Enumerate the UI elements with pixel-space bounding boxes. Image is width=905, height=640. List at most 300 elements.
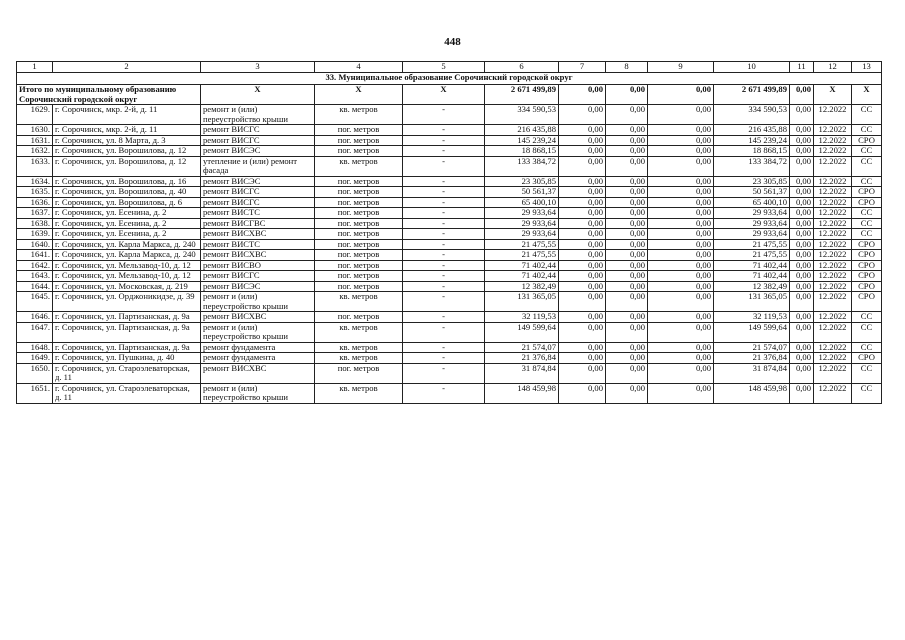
table-cell: СС [852,105,882,125]
table-cell: 12.2022 [814,322,852,342]
table-cell: ремонт фундамента [201,342,315,353]
table-cell: кв. метров [315,105,403,125]
table-cell: - [403,197,485,208]
table-cell: СРО [852,281,882,292]
table-cell: 0,00 [606,322,648,342]
table-cell: 0,00 [790,312,814,323]
table-row [17,353,882,364]
table-cell: 0,00 [559,312,606,323]
table-cell: ремонт ВИСТС [201,239,315,250]
table-row [17,176,882,187]
table-cell: СС [852,229,882,240]
table-cell: г. Сорочинск, ул. Партизанская, д. 9а [53,342,201,353]
table-cell: 0,00 [559,383,606,403]
table-cell: 29 933,64 [714,218,790,229]
table-cell: - [403,363,485,383]
table-cell: 0,00 [790,229,814,240]
table-cell: 0,00 [648,312,714,323]
table-cell: 71 402,44 [714,271,790,282]
table-row [17,229,882,240]
table-cell: СС [852,312,882,323]
table-cell: 0,00 [559,187,606,198]
table-cell: 0,00 [606,125,648,136]
table-cell: г. Сорочинск, ул. Ворошилова, д. 6 [53,197,201,208]
table-cell: ремонт ВИСХВС [201,229,315,240]
table-cell: 0,00 [648,105,714,125]
column-number-header: 4 [315,62,403,73]
table-row [17,383,882,403]
table-cell: ремонт ВИСТС [201,208,315,219]
table-cell: 29 933,64 [485,229,559,240]
table-cell: г. Сорочинск, ул. Мельзавод-10, д. 12 [53,260,201,271]
table-cell: 1648. [17,342,53,353]
table-cell: 31 874,84 [714,363,790,383]
table-cell: 0,00 [790,197,814,208]
column-number-header: 13 [852,62,882,73]
table-cell: - [403,105,485,125]
total-cell: 0,00 [648,85,714,105]
table-cell: 29 933,64 [714,229,790,240]
table-cell: СС [852,342,882,353]
table-cell: 1634. [17,176,53,187]
table-cell: 0,00 [648,281,714,292]
table-cell: кв. метров [315,383,403,403]
table-cell: пог. метров [315,176,403,187]
table-cell: 0,00 [648,146,714,157]
table-cell: 0,00 [790,383,814,403]
table-cell: 50 561,37 [485,187,559,198]
table-cell: 0,00 [559,218,606,229]
table-cell: 12.2022 [814,229,852,240]
table-cell: 0,00 [606,105,648,125]
table-cell: 1650. [17,363,53,383]
table-cell: пог. метров [315,187,403,198]
table-cell: кв. метров [315,322,403,342]
table-cell: 0,00 [606,229,648,240]
column-number-header: 10 [714,62,790,73]
table-cell: 23 305,85 [485,176,559,187]
table-cell: 12.2022 [814,271,852,282]
table-cell: 1641. [17,250,53,261]
table-cell: г. Сорочинск, ул. Есенина, д. 2 [53,218,201,229]
table-cell: пог. метров [315,363,403,383]
table-cell: пог. метров [315,218,403,229]
table-row [17,208,882,219]
table-cell: 0,00 [790,105,814,125]
table-cell: 0,00 [559,176,606,187]
table-cell: ремонт ВИСГВС [201,218,315,229]
table-cell: 12.2022 [814,383,852,403]
table-cell: СРО [852,292,882,312]
table-cell: г. Сорочинск, ул. Мельзавод-10, д. 12 [53,271,201,282]
table-cell: 145 239,24 [485,135,559,146]
table-cell: СРО [852,187,882,198]
table-row [17,197,882,208]
table-cell: пог. метров [315,197,403,208]
table-cell: 0,00 [606,239,648,250]
table-cell: 0,00 [648,292,714,312]
table-cell: СРО [852,135,882,146]
table-cell: 0,00 [559,146,606,157]
table-cell: - [403,229,485,240]
table-cell: 1631. [17,135,53,146]
table-cell: ремонт ВИСГС [201,125,315,136]
table-cell: 0,00 [559,105,606,125]
table-cell: 12.2022 [814,105,852,125]
table-cell: 0,00 [559,281,606,292]
table-cell: 0,00 [606,208,648,219]
table-cell: г. Сорочинск, мкр. 2-й, д. 11 [53,125,201,136]
table-cell: - [403,271,485,282]
table-cell: 0,00 [606,292,648,312]
table-cell: ремонт ВИСВО [201,260,315,271]
table-cell: 0,00 [648,353,714,364]
table-cell: 23 305,85 [714,176,790,187]
table-cell: 1632. [17,146,53,157]
table-cell: СС [852,176,882,187]
table-cell: 65 400,10 [714,197,790,208]
table-row [17,260,882,271]
table-cell: 1646. [17,312,53,323]
table-row [17,281,882,292]
table-cell: пог. метров [315,125,403,136]
table-cell: 0,00 [606,383,648,403]
table-cell: 0,00 [790,135,814,146]
table-cell: 0,00 [559,208,606,219]
table-cell: 0,00 [790,322,814,342]
table-cell: кв. метров [315,342,403,353]
table-cell: 0,00 [648,176,714,187]
table-cell: 29 933,64 [485,208,559,219]
table-cell: 0,00 [648,271,714,282]
table-cell: 12.2022 [814,363,852,383]
table-cell: 1629. [17,105,53,125]
table-cell: ремонт ВИСГС [201,187,315,198]
table-cell: 1633. [17,156,53,176]
table-row [17,218,882,229]
table-cell: кв. метров [315,156,403,176]
table-cell: 50 561,37 [714,187,790,198]
table-cell: ремонт ВИСЭС [201,176,315,187]
table-cell: - [403,176,485,187]
table-cell: 0,00 [790,363,814,383]
table-cell: 0,00 [606,260,648,271]
table-cell: 1642. [17,260,53,271]
table-cell: 0,00 [648,239,714,250]
table-cell: - [403,281,485,292]
table-cell: пог. метров [315,146,403,157]
table-cell: 21 376,84 [714,353,790,364]
table-cell: - [403,156,485,176]
table-cell: - [403,146,485,157]
table-cell: пог. метров [315,281,403,292]
table-cell: 0,00 [648,218,714,229]
table-cell: 1635. [17,187,53,198]
table-cell: 32 119,53 [714,312,790,323]
table-cell: 334 590,53 [485,105,559,125]
table-row [17,187,882,198]
table-cell: 21 475,55 [485,239,559,250]
table-cell: г. Сорочинск, ул. Староэлеваторская, д. 11 [53,363,201,383]
total-cell: X [403,85,485,105]
table-cell: ремонт ВИСХВС [201,250,315,261]
table-cell: пог. метров [315,135,403,146]
table-row [17,363,882,383]
table-cell: 65 400,10 [485,197,559,208]
table-cell: 12.2022 [814,260,852,271]
total-cell: X [852,85,882,105]
table-cell: 0,00 [790,260,814,271]
table-cell: 29 933,64 [714,208,790,219]
table-cell: 133 384,72 [714,156,790,176]
table-cell: СС [852,322,882,342]
table-cell: 0,00 [790,271,814,282]
table-cell: 0,00 [648,260,714,271]
table-cell: 334 590,53 [714,105,790,125]
table-cell: - [403,383,485,403]
table-cell: 0,00 [648,187,714,198]
table-cell: 1647. [17,322,53,342]
table-cell: 0,00 [790,146,814,157]
table-cell: 12 382,49 [485,281,559,292]
table-cell: 0,00 [559,353,606,364]
table-cell: 0,00 [606,312,648,323]
table-cell: г. Сорочинск, ул. Ворошилова, д. 40 [53,187,201,198]
table-cell: 0,00 [790,292,814,312]
table-cell: г. Сорочинск, ул. Есенина, д. 2 [53,208,201,219]
table-cell: пог. метров [315,260,403,271]
table-cell: 0,00 [606,353,648,364]
table-cell: пог. метров [315,239,403,250]
column-number-header: 9 [648,62,714,73]
total-cell: X [814,85,852,105]
table-cell: 0,00 [648,156,714,176]
section-title: 33. Муниципальное образование Сорочинский городской округ [17,73,882,85]
table-cell: 0,00 [790,353,814,364]
table-cell: ремонт ВИСГС [201,197,315,208]
table-cell: - [403,312,485,323]
table-row [17,342,882,353]
table-cell: 12.2022 [814,146,852,157]
table-cell: ремонт ВИСГС [201,135,315,146]
table-cell: г. Сорочинск, ул. Пушкина, д. 40 [53,353,201,364]
table-cell: 0,00 [606,218,648,229]
table-cell: ремонт и (или) переустройство крыши [201,292,315,312]
table-cell: 0,00 [606,363,648,383]
total-cell: 0,00 [559,85,606,105]
table-cell: г. Сорочинск, ул. Карла Маркса, д. 240 [53,239,201,250]
total-cell: X [315,85,403,105]
table-cell: - [403,208,485,219]
table-cell: 0,00 [648,229,714,240]
table-cell: ремонт ВИСЭС [201,281,315,292]
table-cell: СРО [852,250,882,261]
table-cell: 0,00 [648,383,714,403]
table-cell: - [403,250,485,261]
table-cell: - [403,187,485,198]
total-cell: 2 671 499,89 [714,85,790,105]
table-row [17,292,882,312]
table-cell: 0,00 [606,146,648,157]
table-cell: 12.2022 [814,353,852,364]
table-cell: 0,00 [559,125,606,136]
table-cell: кв. метров [315,353,403,364]
table-cell: 145 239,24 [714,135,790,146]
column-number-header: 7 [559,62,606,73]
total-row [17,85,882,105]
table-cell: пог. метров [315,312,403,323]
table-cell: 0,00 [790,125,814,136]
table-cell: СРО [852,353,882,364]
table-cell: 0,00 [606,250,648,261]
table-cell: 0,00 [559,292,606,312]
table-cell: 71 402,44 [485,260,559,271]
table-cell: 12.2022 [814,239,852,250]
table-cell: - [403,218,485,229]
table-cell: - [403,292,485,312]
table-cell: ремонт и (или) переустройство крыши [201,105,315,125]
table-cell: 71 402,44 [714,260,790,271]
table-cell: г. Сорочинск, мкр. 2-й, д. 11 [53,105,201,125]
table-cell: СРО [852,260,882,271]
table-cell: СС [852,156,882,176]
table-cell: 0,00 [790,176,814,187]
total-cell: 2 671 499,89 [485,85,559,105]
table-cell: 1636. [17,197,53,208]
table-cell: 131 365,05 [485,292,559,312]
table-cell: 0,00 [648,342,714,353]
table-cell: 0,00 [790,281,814,292]
table-cell: 12.2022 [814,135,852,146]
table-cell: 0,00 [606,197,648,208]
table-cell: 21 376,84 [485,353,559,364]
table-cell: СРО [852,239,882,250]
table-cell: 0,00 [648,250,714,261]
table-cell: 32 119,53 [485,312,559,323]
table-cell: 18 868,15 [714,146,790,157]
table-cell: 1644. [17,281,53,292]
column-number-header: 6 [485,62,559,73]
table-cell: 0,00 [559,271,606,282]
table-cell: 148 459,98 [485,383,559,403]
table-cell: 0,00 [559,260,606,271]
table-cell: СРО [852,271,882,282]
table-cell: 149 599,64 [485,322,559,342]
table-cell: ремонт ВИСЭС [201,146,315,157]
column-number-header: 8 [606,62,648,73]
total-cell: 0,00 [790,85,814,105]
table-cell: - [403,260,485,271]
table-cell: ремонт ВИСХВС [201,363,315,383]
section-title-row [17,73,882,85]
table-cell: 0,00 [559,135,606,146]
table-cell: СРО [852,197,882,208]
table-cell: 12.2022 [814,250,852,261]
table-cell: 12.2022 [814,218,852,229]
table-row [17,135,882,146]
table-cell: 12.2022 [814,292,852,312]
table-cell: 1651. [17,383,53,403]
table-cell: 0,00 [790,156,814,176]
table-cell: 0,00 [559,363,606,383]
table-cell: - [403,322,485,342]
table-cell: г. Сорочинск, ул. Орджоникидзе, д. 39 [53,292,201,312]
table-cell: г. Сорочинск, ул. Ворошилова, д. 12 [53,146,201,157]
table-cell: 0,00 [790,250,814,261]
table-cell: 0,00 [648,197,714,208]
column-number-header: 3 [201,62,315,73]
table-cell: СС [852,125,882,136]
table-cell: г. Сорочинск, ул. Партизанская, д. 9а [53,322,201,342]
table-cell: г. Сорочинск, ул. Московская, д. 219 [53,281,201,292]
table-cell: 0,00 [648,363,714,383]
page-number: 448 [444,36,461,48]
table-row [17,156,882,176]
table-cell: ремонт фундамента [201,353,315,364]
column-number-row [17,62,882,73]
table-cell: 0,00 [790,218,814,229]
table-cell: 21 475,55 [714,239,790,250]
table-cell: г. Сорочинск, ул. Есенина, д. 2 [53,229,201,240]
table-cell: 1649. [17,353,53,364]
table-cell: 12.2022 [814,187,852,198]
table-cell: пог. метров [315,208,403,219]
table-cell: 0,00 [606,135,648,146]
table-cell: утепление и (или) ремонт фасада [201,156,315,176]
total-cell: X [201,85,315,105]
table-row [17,125,882,136]
table-cell: 1640. [17,239,53,250]
table-cell: - [403,135,485,146]
table-cell: - [403,353,485,364]
table-cell: 0,00 [648,208,714,219]
table-cell: 216 435,88 [714,125,790,136]
table-row [17,105,882,125]
column-number-header: 1 [17,62,53,73]
table-cell: 0,00 [559,239,606,250]
table-row [17,271,882,282]
table-cell: 21 475,55 [485,250,559,261]
table-cell: 1639. [17,229,53,240]
table-cell: 12.2022 [814,312,852,323]
table-cell: г. Сорочинск, ул. Карла Маркса, д. 240 [53,250,201,261]
table-cell: СС [852,208,882,219]
table-cell: - [403,125,485,136]
table-cell: 0,00 [559,197,606,208]
table-cell: 0,00 [790,208,814,219]
table-cell: СС [852,383,882,403]
table-cell: 31 874,84 [485,363,559,383]
table-cell: - [403,342,485,353]
column-number-header: 11 [790,62,814,73]
table-cell: 21 475,55 [714,250,790,261]
table-cell: 0,00 [648,125,714,136]
table-cell: 0,00 [559,250,606,261]
table-row [17,312,882,323]
column-number-header: 2 [53,62,201,73]
table-cell: 0,00 [790,342,814,353]
table-cell: 1637. [17,208,53,219]
table-cell: 0,00 [606,156,648,176]
column-number-header: 5 [403,62,485,73]
table-cell: 0,00 [559,156,606,176]
table-cell: 0,00 [606,342,648,353]
table-cell: 0,00 [559,322,606,342]
column-number-header: 12 [814,62,852,73]
table-cell: ремонт ВИСХВС [201,312,315,323]
table-cell: 29 933,64 [485,218,559,229]
table-row [17,250,882,261]
